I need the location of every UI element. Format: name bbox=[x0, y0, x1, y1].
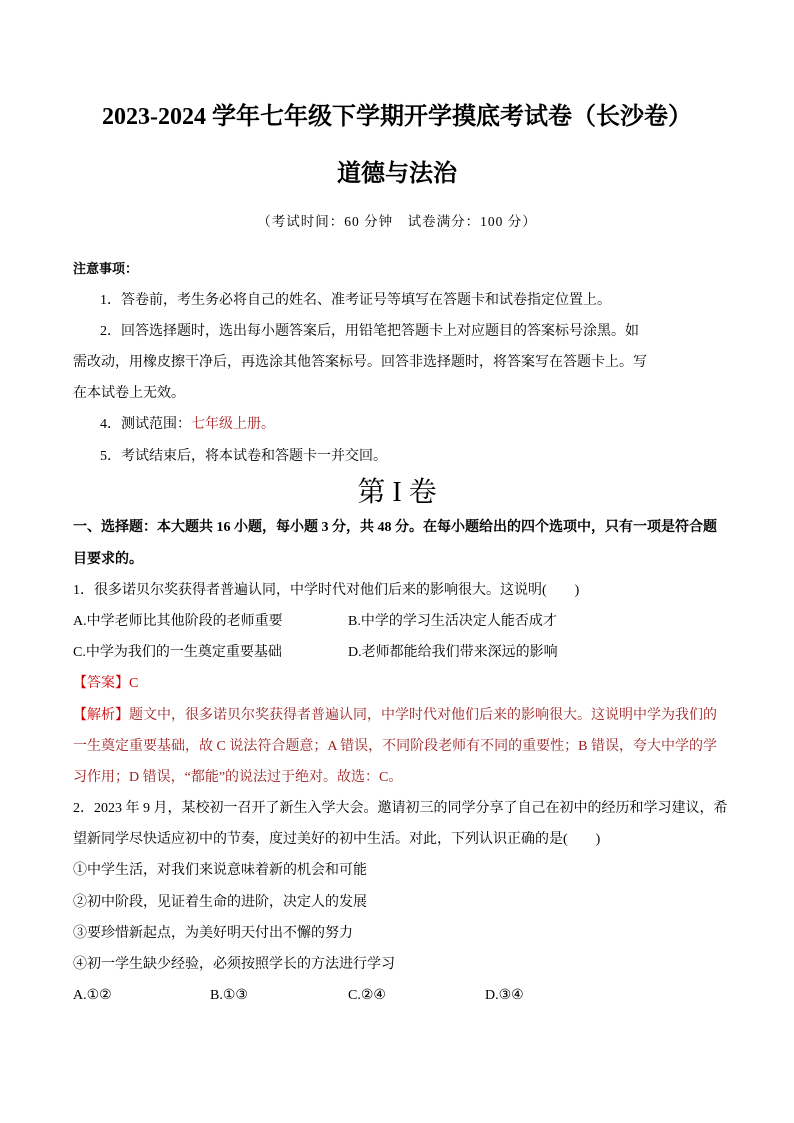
answer-label: 【答案】 bbox=[73, 676, 129, 692]
question-2-statement-1: ①中学生活，对我们来说意味着新的机会和可能 bbox=[73, 863, 367, 879]
analysis-text-continued: 一生奠定重要基础，故 C 说法符合题意；A 错误，不同阶段老师有不同的重要性；B 错误，夸大中学的学 bbox=[73, 738, 718, 754]
notice-item-2-continued: 在本试卷上无效。 bbox=[73, 386, 185, 402]
analysis-label: 【解析】 bbox=[73, 707, 129, 723]
question-2-stem: 2．2023 年 9 月，某校初一召开了新生入学大会。邀请初三的同学分享了自己在初中的经历和学习建议，希 bbox=[73, 801, 728, 817]
question-section bbox=[73, 512, 728, 1011]
exam-info: （考试时间：60 分钟 试卷满分：100 分） bbox=[257, 214, 537, 229]
section-heading: 一、选择题：本大题共 16 小题，每小题 3 分，共 48 分。在每小题给出的四个选项中，只有一项是符合题 bbox=[73, 520, 717, 536]
notice-item-4-label: 4．测试范围： bbox=[100, 417, 191, 433]
notice-item-2: 2．回答选择题时，选出每小题答案后，用铅笔把答题卡上对应题目的答案标号涂黑。如 bbox=[100, 323, 639, 339]
test-scope-highlight: 七年级上册。 bbox=[191, 417, 275, 433]
question-2-option-d: D.③④ bbox=[485, 988, 524, 1004]
subject-title: 道德与法治 bbox=[337, 161, 457, 187]
question-1-option-b: B.中学的学习生活决定人能否成才 bbox=[348, 613, 557, 629]
question-2-statement-3: ③要珍惜新起点，为美好明天付出不懈的努力 bbox=[73, 925, 353, 941]
notice-heading: 注意事项： bbox=[73, 261, 139, 277]
notice-item-5: 5．考试结束后，将本试卷和答题卡一并交回。 bbox=[100, 448, 387, 464]
notice-item-2-continued: 需改动，用橡皮擦干净后，再选涂其他答案标号。回答非选择题时，将答案写在答题卡上。写 bbox=[73, 354, 647, 370]
section-heading-continued: 目要求的。 bbox=[73, 551, 143, 567]
notice-section bbox=[73, 253, 723, 471]
question-2-option-c: C.②④ bbox=[348, 988, 386, 1004]
question-2-option-b: B.①③ bbox=[210, 988, 248, 1004]
question-1-option-d: D.老师都能给我们带来深远的影响 bbox=[348, 645, 558, 661]
answer-value: C bbox=[129, 676, 139, 692]
question-2-statement-4: ④初一学生缺少经验，必须按照学长的方法进行学习 bbox=[73, 957, 395, 973]
notice-item-1: 1．答卷前，考生务必将自己的姓名、准考证号等填写在答题卡和试卷指定位置上。 bbox=[100, 292, 611, 308]
question-1-options-row bbox=[73, 606, 723, 637]
question-2-statement-2: ②初中阶段，见证着生命的进阶，决定人的发展 bbox=[73, 894, 367, 910]
analysis-text: 题文中，很多诺贝尔奖获得者普遍认同，中学时代对他们后来的影响很大。这说明中学为我们的 bbox=[129, 707, 717, 723]
question-1-option-a: A.中学老师比其他阶段的老师重要 bbox=[73, 613, 283, 629]
volume-heading: 第 I 卷 bbox=[357, 477, 437, 508]
notice-item-4 bbox=[73, 409, 723, 440]
question-1-options-row bbox=[73, 637, 723, 668]
question-2-stem-continued: 望新同学尽快适应初中的节奏，度过美好的初中生活。对此，下列认识正确的是( ) bbox=[73, 832, 601, 848]
exam-title: 2023-2024 学年七年级下学期开学摸底考试卷（长沙卷） bbox=[102, 104, 692, 130]
question-1-answer bbox=[73, 668, 723, 699]
question-2-options-row bbox=[73, 980, 723, 1011]
question-2-option-a: A.①② bbox=[73, 988, 112, 1004]
question-1-option-c: C.中学为我们的一生奠定重要基础 bbox=[73, 645, 282, 661]
analysis-text-continued: 习作用；D 错误，“都能”的说法过于绝对。故选：C。 bbox=[73, 769, 403, 785]
question-1-analysis bbox=[73, 700, 723, 731]
question-1-stem: 1．很多诺贝尔奖获得者普遍认同，中学时代对他们后来的影响很大。这说明( ) bbox=[73, 582, 580, 598]
